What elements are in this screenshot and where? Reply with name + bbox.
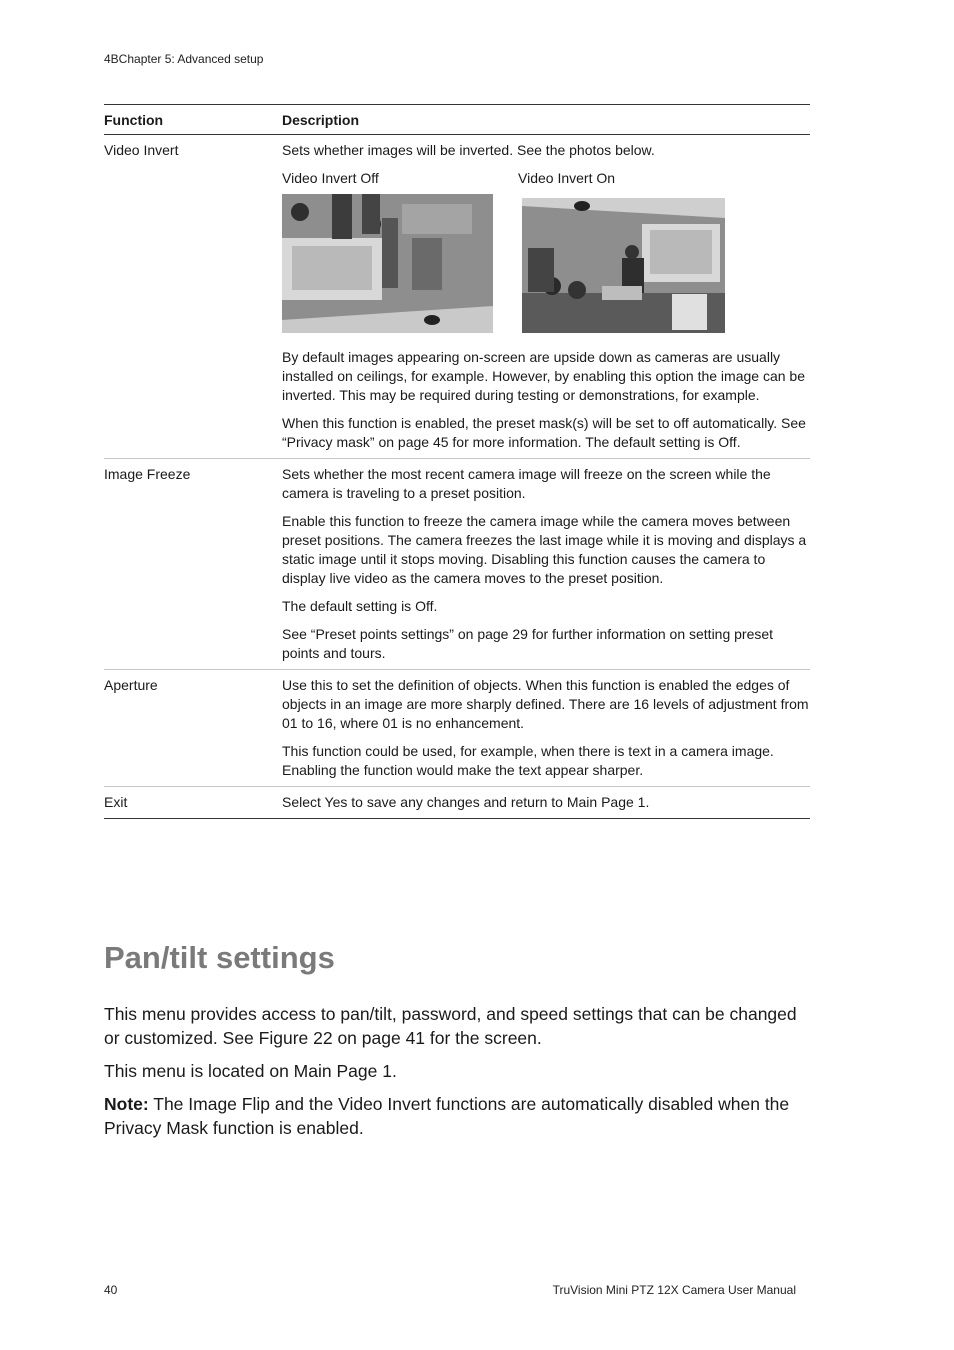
video-invert-on-photo [522,198,725,333]
description-paragraph: This function could be used, for example, when there is text in a camera image. Enabling the function would make the text appear sharper. [282,743,774,778]
function-description [282,676,810,780]
table-row-exit [104,787,810,819]
photo-label-off: Video Invert Off [282,170,379,186]
photo-labels [282,169,810,188]
function-name: Exit [104,794,128,810]
body-paragraph: This menu is located on Main Page 1. [104,1061,397,1081]
manual-title: TruVision Mini PTZ 12X Camera User Manual [552,1283,796,1297]
page-number: 40 [104,1283,118,1297]
function-description [282,465,810,663]
section-body [104,1002,810,1149]
function-name: Aperture [104,677,158,693]
table-row-video-invert [104,135,810,459]
description-paragraph: See “Preset points settings” on page 29 for further information on setting preset points and tours. [282,626,774,661]
description-paragraph: The default setting is Off. [282,598,438,614]
description-paragraph: Select Yes to save any changes and return to Main Page 1. [282,794,650,810]
function-name: Image Freeze [104,466,191,482]
note-text: The Image Flip and the Video Invert functions are automatically disabled when the Privacy Mask function is enabled. [104,1094,790,1138]
description-paragraph: By default images appearing on-screen are upside down as cameras are usually installed on ceilings, for example. However, by enabling this option the image can be inverted. This may be required during testing or demonstrations, for example. [282,349,805,403]
note-paragraph [104,1092,810,1140]
table-header-row [104,104,810,135]
function-description [282,793,810,812]
table-row-image-freeze [104,459,810,670]
description-paragraph: Use this to set the definition of objects. When this function is enabled the edges of objects in an image are more sharply defined. There are 16 levels of adjustment from 01 to 16, where 01 is no enhancement. [282,677,809,731]
header-function: Function [104,111,164,128]
photo-pair [282,194,810,333]
description-paragraph: Sets whether the most recent camera image will freeze on the screen while the camera is traveling to a preset position. [282,466,771,501]
description-paragraph: Sets whether images will be inverted. See the photos below. [282,142,655,158]
video-invert-off-photo [282,194,493,333]
running-head: 4BChapter 5: Advanced setup [104,52,264,66]
body-paragraph: This menu provides access to pan/tilt, password, and speed settings that can be changed or customized. See Figure 22 on page 41 for the screen. [104,1004,797,1048]
description-paragraph: When this function is enabled, the preset mask(s) will be set to off automatically. See “Privacy mask” on page 45 for more information. The default setting is Off. [282,415,806,450]
header-description: Description [282,111,360,128]
description-paragraph: Enable this function to freeze the camera image while the camera moves between preset positions. The camera freezes the last image while it is moving and displays a static image until it stops moving. Disabling this function causes the camera to display live video as the camera moves to the preset position. [282,513,807,586]
photo-label-on: Video Invert On [518,170,616,186]
section-title: Pan/tilt settings [104,940,335,975]
note-label: Note: [104,1094,149,1114]
table-row-aperture [104,670,810,787]
function-name: Video Invert [104,142,179,158]
function-description [282,141,810,452]
function-table [104,104,810,819]
